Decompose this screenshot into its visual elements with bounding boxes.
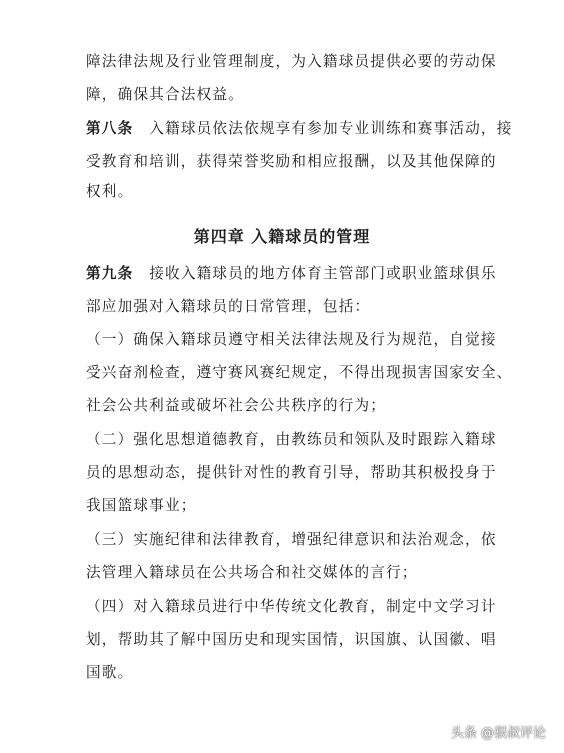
- text-line: 员的思想动态，提供针对性的教育引导，帮助其积极投身于: [86, 464, 497, 481]
- article-8-line: [86, 119, 513, 139]
- text-line: 受教育和培训，获得荣誉奖励和相应报酬，以及其他保障的: [86, 153, 497, 170]
- item-1-line: （一）确保入籍球员遵守相关法律法规及行为规范，自觉接: [86, 331, 497, 348]
- chapter-heading: 第四章 入籍球员的管理: [193, 227, 371, 246]
- article-9-label: 第九条: [86, 265, 134, 282]
- text-line: 受兴奋剂检查，遵守赛风赛纪规定，不得出现损害国家安全、: [86, 364, 513, 381]
- item-4-line: （四）对入籍球员进行中华传统文化教育，制定中文学习计: [86, 598, 497, 615]
- text-segment: 入籍球员依法依规享有参加专业训练和赛事活动，接: [149, 120, 513, 137]
- text-line: 部应加强对入籍球员的日常管理，包括：: [86, 298, 371, 315]
- article-9-line: [86, 264, 497, 284]
- text-line: 划，帮助其了解中国历史和现实国情，识国旗、认国徽、唱: [86, 631, 497, 648]
- text-line: 法管理入籍球员在公共场合和社交媒体的言行；: [86, 564, 418, 581]
- text-line: 权利。: [86, 183, 134, 200]
- item-2-line: （二）强化思想道德教育，由教练员和领队及时跟踪入籍球: [86, 431, 497, 448]
- item-3-line: （三）实施纪律和法律教育，增强纪律意识和法治观念，依: [86, 531, 497, 548]
- text-line: 我国篮球事业；: [86, 497, 197, 514]
- text-line: 社会公共利益或破坏社会公共秩序的行为；: [86, 397, 387, 414]
- text-line: 障，确保其合法权益。: [86, 86, 244, 103]
- text-line: 国歌。: [86, 664, 134, 681]
- text-segment: 接收入籍球员的地方体育主管部门或职业篮球俱乐: [149, 265, 497, 282]
- watermark-label: 头条 @狠叔评论: [450, 726, 546, 741]
- text-line: 障法律法规及行业管理制度，为入籍球员提供必要的劳动保: [86, 53, 497, 70]
- article-8-label: 第八条: [86, 120, 134, 137]
